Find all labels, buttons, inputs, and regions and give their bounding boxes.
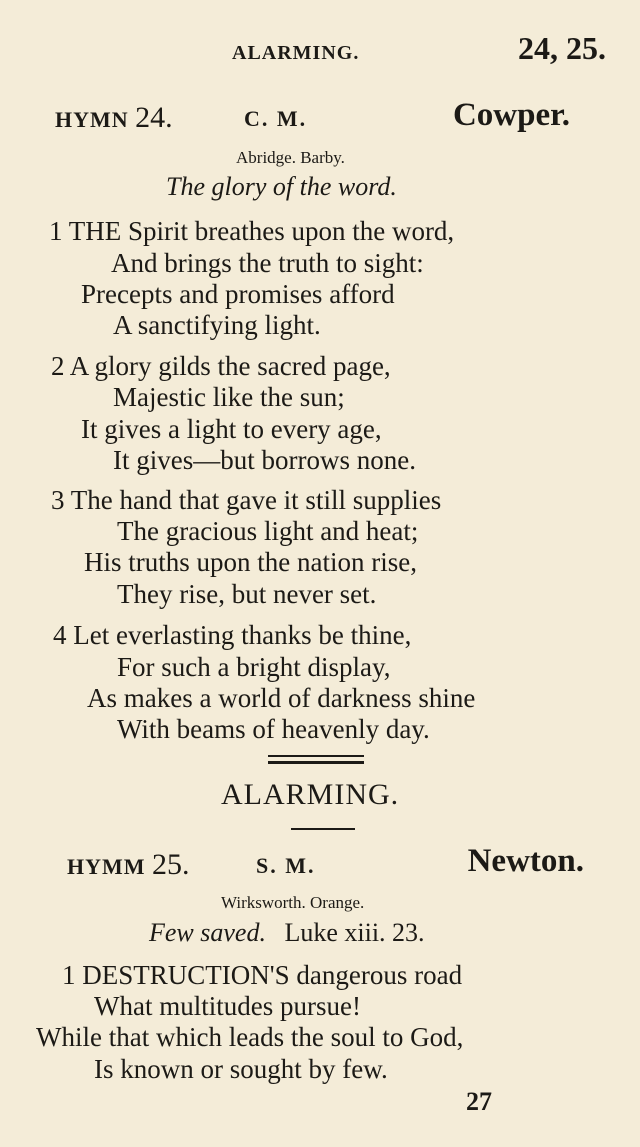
hymn24-number: 24. [135, 101, 173, 134]
verse-line: They rise, but never set. [117, 579, 377, 609]
running-head: ALARMING. [232, 42, 360, 64]
verse-line: What multitudes pursue! [94, 991, 361, 1021]
verse-line: The gracious light and heat; [117, 516, 419, 546]
verse-line: His truths upon the nation rise, [84, 547, 417, 577]
hymn24-heading [55, 101, 173, 135]
verse-line: It gives a light to every age, [81, 414, 382, 444]
verse-line: Precepts and promises afford [81, 279, 395, 309]
hymn24-title [166, 172, 397, 202]
hymn24-label: HYMN [55, 107, 129, 132]
verse-line: With beams of heavenly day. [117, 714, 430, 744]
verse-line: 1 DESTRUCTION'S dangerous road [62, 960, 463, 990]
page-number: 27 [466, 1087, 492, 1116]
hymn25-title [149, 918, 425, 948]
verse-line: For such a bright display, [117, 652, 391, 682]
hymn-range: 24, 25. [518, 30, 606, 66]
verse-line: 1 THE Spirit breathes upon the word, [49, 216, 455, 246]
hymn25-heading [67, 848, 190, 882]
hymn25-author: Newton. [467, 843, 584, 879]
hymn25-tunes: Wirksworth. Orange. [221, 893, 365, 912]
verse-line: A sanctifying light. [113, 310, 321, 340]
hymn25-label: HYMM [67, 854, 146, 879]
hymn25-title-text: Few saved. [149, 918, 266, 947]
verse-line: While that which leads the soul to God, [36, 1022, 464, 1052]
hymn25-reference: Luke xiii. 23. [284, 918, 425, 947]
verse-line: As makes a world of darkness shine [87, 683, 476, 713]
verse-line: 2 A glory gilds the sacred page, [51, 351, 391, 381]
hymn25-number: 25. [152, 848, 190, 881]
section-rule [291, 828, 355, 830]
section-title: ALARMING. [221, 778, 400, 811]
verse-line: 4 Let everlasting thanks be thine, [53, 620, 412, 650]
verse-line: Majestic like the sun; [113, 382, 345, 412]
verse-line: It gives—but borrows none. [113, 445, 416, 475]
hymn24-author: Cowper. [452, 97, 570, 133]
hymn24-tunes: Abridge. Barby. [236, 148, 345, 167]
verse-line: And brings the truth to sight: [111, 248, 424, 278]
hymn24-meter: C. M. [244, 106, 308, 131]
hymn25-meter: S. M. [256, 853, 316, 878]
verse-line: 3 The hand that gave it still supplies [51, 485, 442, 515]
verse-line: Is known or sought by few. [94, 1054, 388, 1084]
hymn24-title-text: The glory of the word. [166, 172, 397, 201]
section-divider-top [268, 755, 364, 757]
section-divider-bottom [268, 761, 364, 764]
